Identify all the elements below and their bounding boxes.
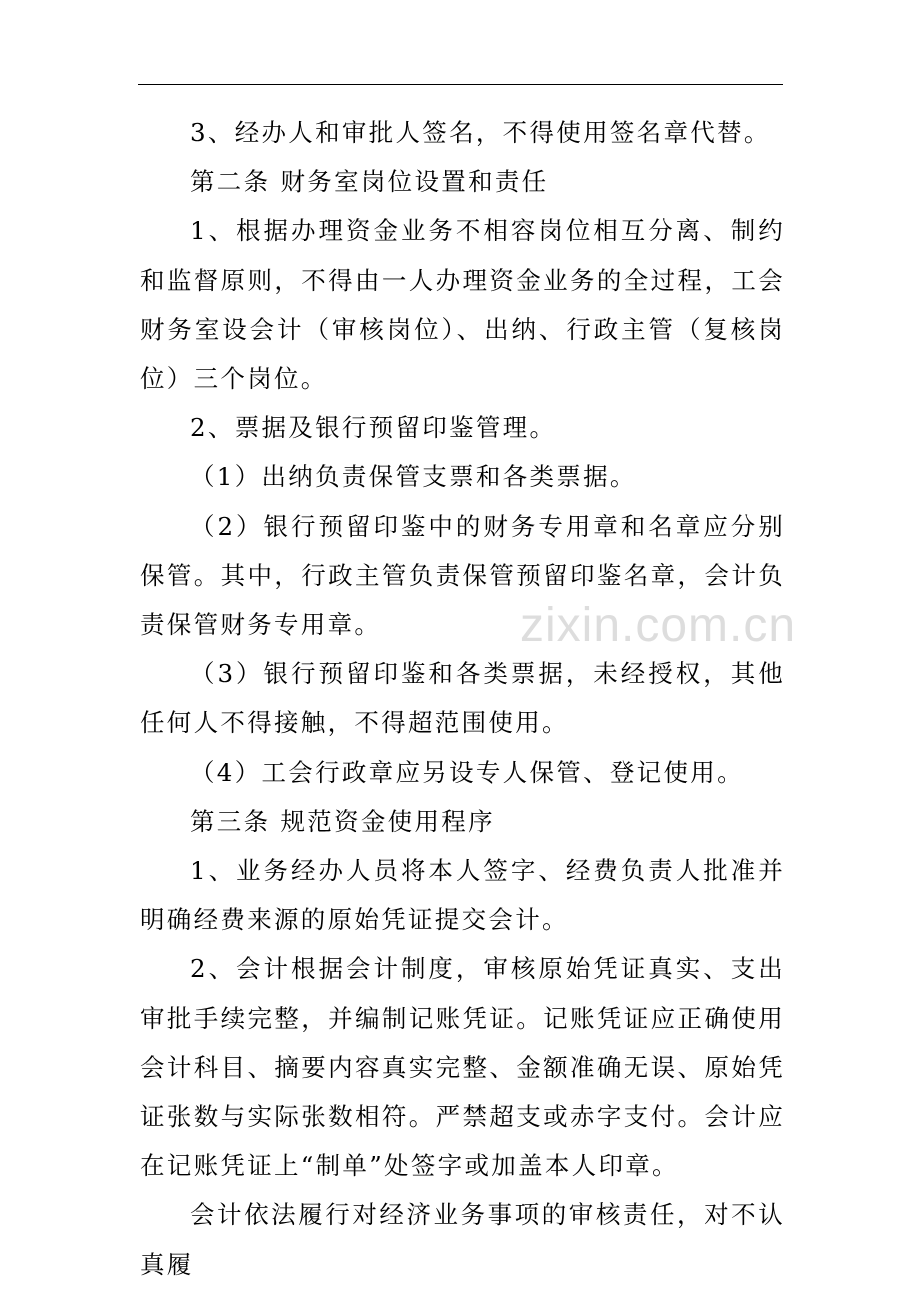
paragraph-8: 1、业务经办人员将本人签字、经费负责人批准并明确经费来源的原始凭证提交会计。 [140, 856, 785, 935]
paragraph-9: 2、会计根据会计制度，审核原始凭证真实、支出审批手续完整，并编制记账凭证。记账凭证应正确使用会计科目、摘要内容真实完整、金额准确无误、原始凭证张数与实际张数相符。严禁超支或赤字支付。会计应在记账凭证上“制单”处签字或加盖本人印章。 [140, 954, 785, 1181]
paragraph-3: 2、票据及银行预留印鉴管理。 [190, 413, 557, 443]
paragraph-2: 1、根据办理资金业务不相容岗位相互分离、制约和监督原则，不得由一人办理资金业务的全过程，工会财务室设会计（审核岗位）、出纳、行政主管（复核岗位）三个岗位。 [140, 216, 785, 394]
document-body [140, 108, 785, 1289]
paragraph-4: （1）出纳负责保管支票和各类票据。 [190, 462, 637, 492]
section-heading-article-3: 第三条 规范资金使用程序 [190, 806, 495, 836]
paragraph-10: 会计依法履行对经济业务事项的审核责任，对不认真履 [140, 1200, 785, 1279]
watermark: zixin.com.cn [520, 599, 797, 652]
paragraph-7: （4）工会行政章应另设专人保管、登记使用。 [190, 757, 744, 787]
header-rule [138, 84, 783, 85]
paragraph-6: （3）银行预留印鉴和各类票据，未经授权，其他任何人不得接触，不得超范围使用。 [140, 659, 785, 738]
paragraph-1: 3、经办人和审批人签名，不得使用签名章代替。 [190, 118, 771, 147]
paragraph-5: （2）银行预留印鉴中的财务专用章和名章应分别保管。其中，行政主管负责保管预留印鉴名章，会计负责保管财务专用章。 [140, 511, 785, 640]
section-heading-article-2: 第二条 财务室岗位设置和责任 [190, 167, 549, 197]
